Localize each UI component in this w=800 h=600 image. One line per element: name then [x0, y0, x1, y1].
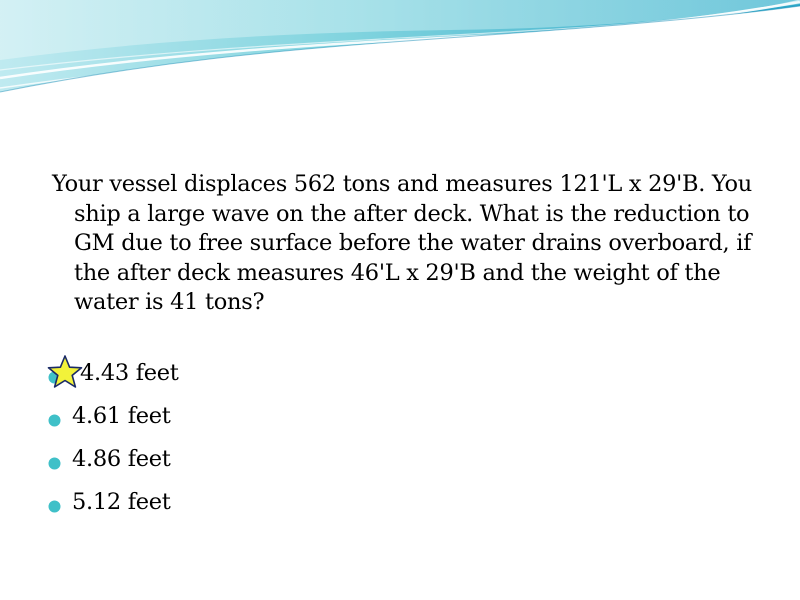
- question-text: Your vessel displaces 562 tons and measures 121'L x 29'B. You ship a large wave on the after deck. What is the reduction to GM due to free surface before the water drains overboard, if the after deck measures 46'L x 29'B and the weight of the water is 41 tons?: [52, 171, 752, 315]
- bullet-icon: [48, 500, 61, 513]
- answer-option: [44, 399, 444, 442]
- answer-label: 4.43 feet: [80, 360, 179, 386]
- answer-option: [44, 356, 444, 399]
- answer-list: [44, 356, 444, 528]
- answer-label: 5.12 feet: [72, 489, 171, 515]
- bullet-icon: [48, 457, 61, 470]
- answer-label: 4.61 feet: [72, 403, 171, 429]
- answer-option: [44, 442, 444, 485]
- bullet-icon: [48, 414, 61, 427]
- star-icon: [47, 354, 83, 390]
- answer-option: [44, 485, 444, 528]
- wave-header-decoration: [0, 0, 800, 100]
- answer-label: 4.86 feet: [72, 446, 171, 472]
